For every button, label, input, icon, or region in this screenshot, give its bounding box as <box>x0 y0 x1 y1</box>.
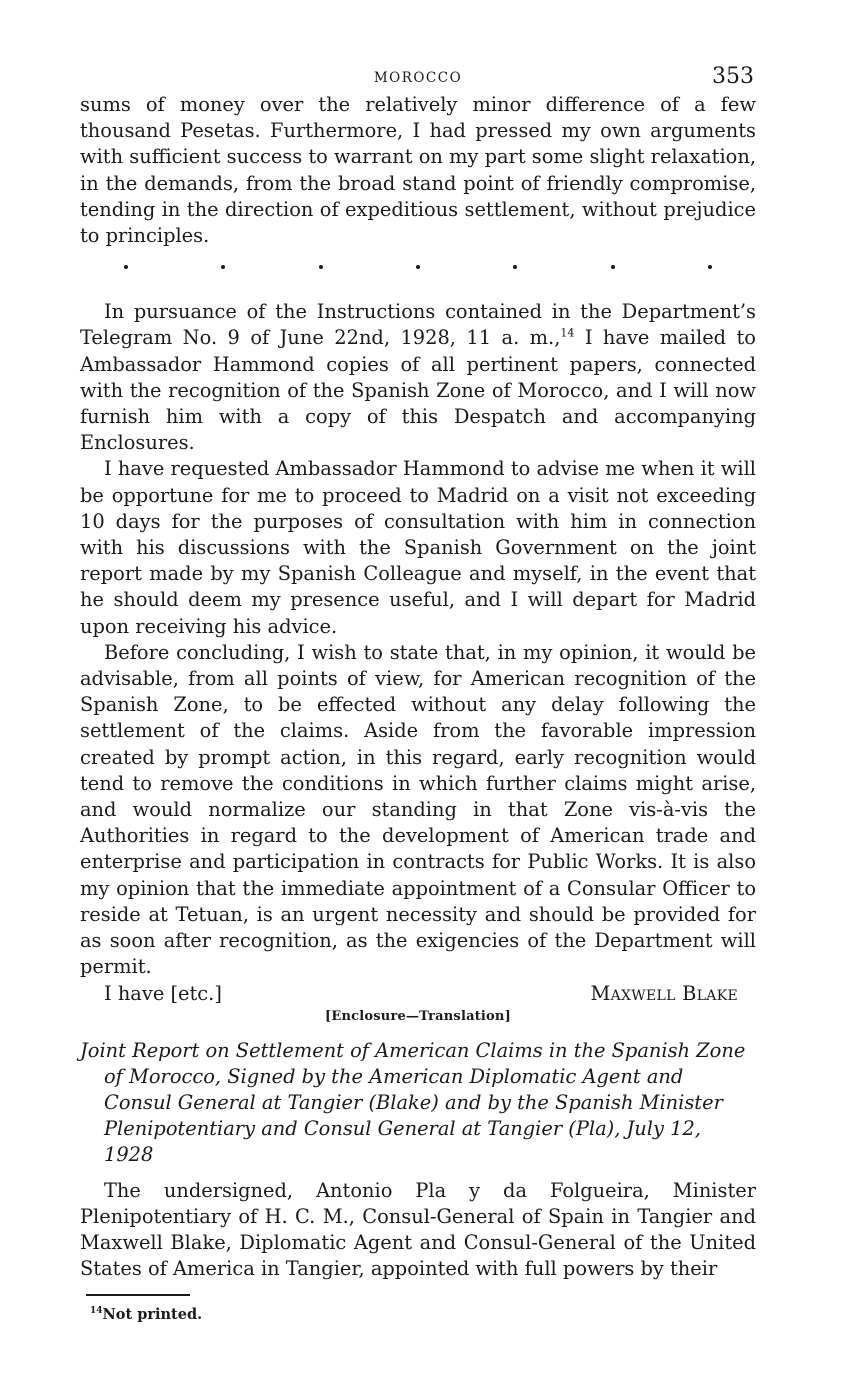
ellipsis-dot <box>513 265 517 269</box>
enclosure-label: [Enclosure—Translation] <box>325 1008 511 1024</box>
paragraph-continuation: sums of money over the relatively minor difference of a few thousand Pesetas. Furthermore, I had pressed my own arguments with sufficient success to warrant on my part some slight relaxation, in the demands, from the broad stand point of friendly compromise, tending in the direction of expeditious settlement, without prejudice to principles. <box>80 93 756 248</box>
footnote-divider <box>86 1294 190 1296</box>
paragraph-instructions <box>80 299 756 456</box>
page-number: 353 <box>712 64 754 89</box>
paragraph-recognition: Before concluding, I wish to state that, in my opinion, it would be advisable, from all points of view, for American recognition of the Spanish Zone, to be effected without any delay following the settlement of the claims. Aside from the favorable impression created by prompt action, in this regard, early recognition would tend to remove the conditions in which further claims might arise, and would normalize our standing in that Zone vis-à-vis the Authorities in regard to the development of American trade and enterprise and participation in contracts for Public Works. It is also my opinion that the immediate appointment of a Consular Officer to reside at Tetuan, is an urgent necessity and should be provided for as soon after recognition, as the exigencies of the Department will permit. <box>80 640 756 979</box>
enclosure-paragraph: The undersigned, Antonio Pla y da Folgueira, Minister Plenipotentiary of H. C. M., Consul-General of Spain in Tangier and Maxwell Blake, Diplomatic Agent and Consul-General of the United States of America in Tangier, appointed with full powers by their <box>80 1178 756 1281</box>
footnote-number: 14 <box>90 1306 103 1317</box>
ellipsis-row <box>80 249 756 299</box>
footnote-reference: 14 <box>560 326 575 340</box>
closing-formula: I have [etc.] <box>104 981 222 1005</box>
signature: Maxwell Blake <box>590 981 738 1005</box>
footnote-text: Not printed. <box>102 1306 203 1324</box>
enclosure-title: Joint Report on Settlement of American Claims in the Spanish Zone of Morocco, Signed by the American Diplomatic Agent and Consul General at Tangier (Blake) and by the Spanish Minister Plenipotentiary and Consul General at Tangier (Pla), July 12, 1928 <box>80 1038 746 1166</box>
ellipsis-dot <box>319 265 323 269</box>
paragraph-madrid-visit: I have requested Ambassador Hammond to advise me when it will be opportune for me to proceed to Madrid on a visit not exceeding 10 days for the purposes of consultation with him in connection with his discussions with the Spanish Government on the joint report made by my Spanish Colleague and myself, in the event that he should deem my presence useful, and I will depart for Madrid upon receiving his advice. <box>80 457 756 638</box>
paragraph-text: In pursuance of the Instructions contained in the Department’s Telegram No. 9 of June 22nd, 1928, 11 a. m., <box>80 300 756 350</box>
ellipsis-dot <box>416 265 420 269</box>
page-header <box>80 58 756 92</box>
paragraph-text: I have mailed to Ambassador Hammond copies of all pertinent papers, connected with the recognition of the Spanish Zone of Morocco, and I will now furnish him with a copy of this Despatch and accompanying Enclosures. <box>80 326 756 455</box>
closing-line <box>80 981 756 1007</box>
ellipsis-dot <box>611 265 615 269</box>
ellipsis-dot <box>124 265 128 269</box>
ellipsis-dot <box>708 265 712 269</box>
running-head: MOROCCO <box>373 70 463 86</box>
ellipsis-dot <box>221 265 225 269</box>
footnote <box>80 1306 756 1323</box>
document-page <box>80 58 756 1323</box>
